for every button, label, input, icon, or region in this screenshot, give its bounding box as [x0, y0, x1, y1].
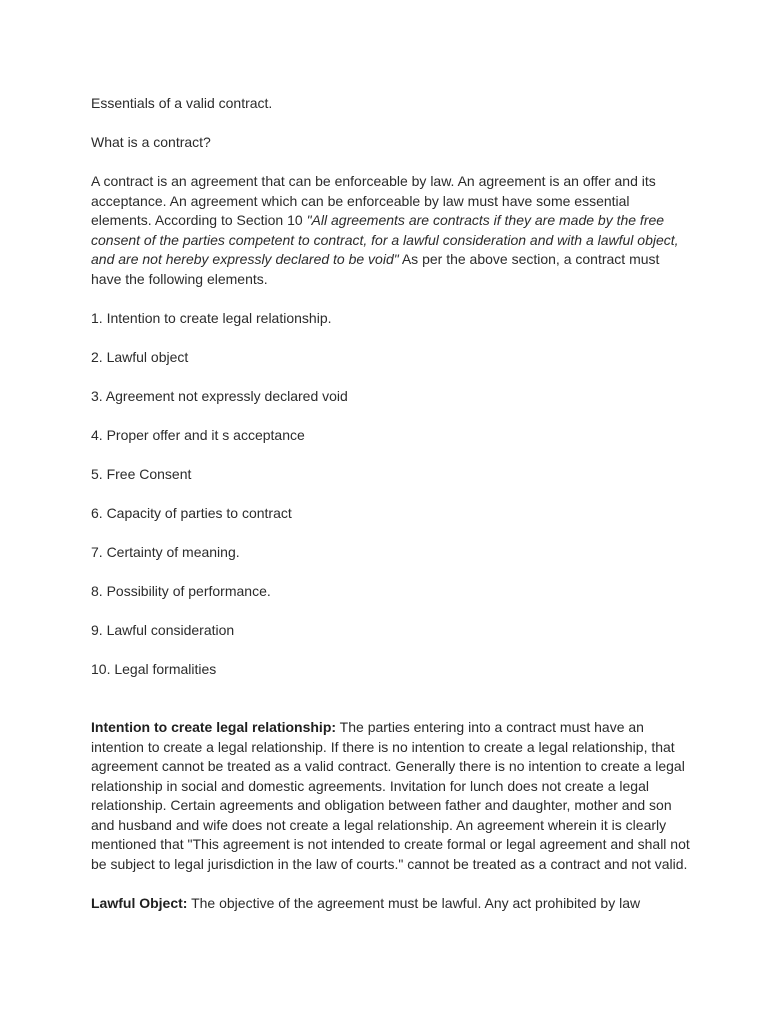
document-title: Essentials of a valid contract.	[91, 95, 273, 111]
intention-heading: Intention to create legal relationship:	[91, 719, 337, 735]
document-body	[91, 94, 691, 933]
list-item: 4. Proper offer and it s acceptance	[91, 426, 305, 443]
list-item: 10. Legal formalities	[91, 660, 217, 677]
section-question: What is a contract?	[91, 134, 211, 150]
lawful-object-body: The objective of the agreement must be lawful. Any act prohibited by law	[187, 894, 641, 911]
intro-text-part1: A contract is an agreement that can be enforceable by law. An agreement is an offer and its acceptance. An agreement which can be enforceable by law must have some essential elements. According to Section 10	[91, 173, 656, 228]
list-item: 9. Lawful consideration	[91, 621, 235, 638]
list-item: 3. Agreement not expressly declared void	[91, 387, 348, 404]
intro-text-part2: As per the above section, a contract must have the following elements.	[91, 251, 660, 287]
lawful-object-heading: Lawful Object:	[91, 894, 188, 911]
list-item: 2. Lawful object	[91, 348, 189, 365]
list-item: 6. Capacity of parties to contract	[91, 504, 292, 521]
intention-body: The parties entering into a contract must have an intention to create a legal relationship. If there is no intention to create a legal relationship, that agreement cannot be treated as a valid contract. Generally there is no intention to create a legal relationship in social and domestic agreements. Invitation for lunch does not create a legal relationship. Certain agreements and obligation between father and daughter, mother and son and husband and wife does not create a legal relationship. An agreement wherein it is clearly mentioned that "This agreement is not intended to create formal or legal agreement and shall not be subject to legal jurisdiction in the law of courts." cannot be treated as a contract and not valid.	[91, 719, 690, 872]
elements-list	[91, 309, 691, 680]
list-item: 5. Free Consent	[91, 465, 192, 482]
list-item: 7. Certainty of meaning.	[91, 543, 240, 560]
section-10-quote: "All agreements are contracts if they are made by the free consent of the parties competent to contract, for a lawful consideration and with a lawful object, and are not hereby expressly declared to be void"	[91, 212, 679, 267]
lawful-object-section	[91, 894, 691, 914]
list-item: 1. Intention to create legal relationship.	[91, 309, 332, 326]
intention-section	[91, 718, 691, 874]
list-item: 8. Possibility of performance.	[91, 582, 271, 599]
intro-paragraph	[91, 172, 691, 289]
